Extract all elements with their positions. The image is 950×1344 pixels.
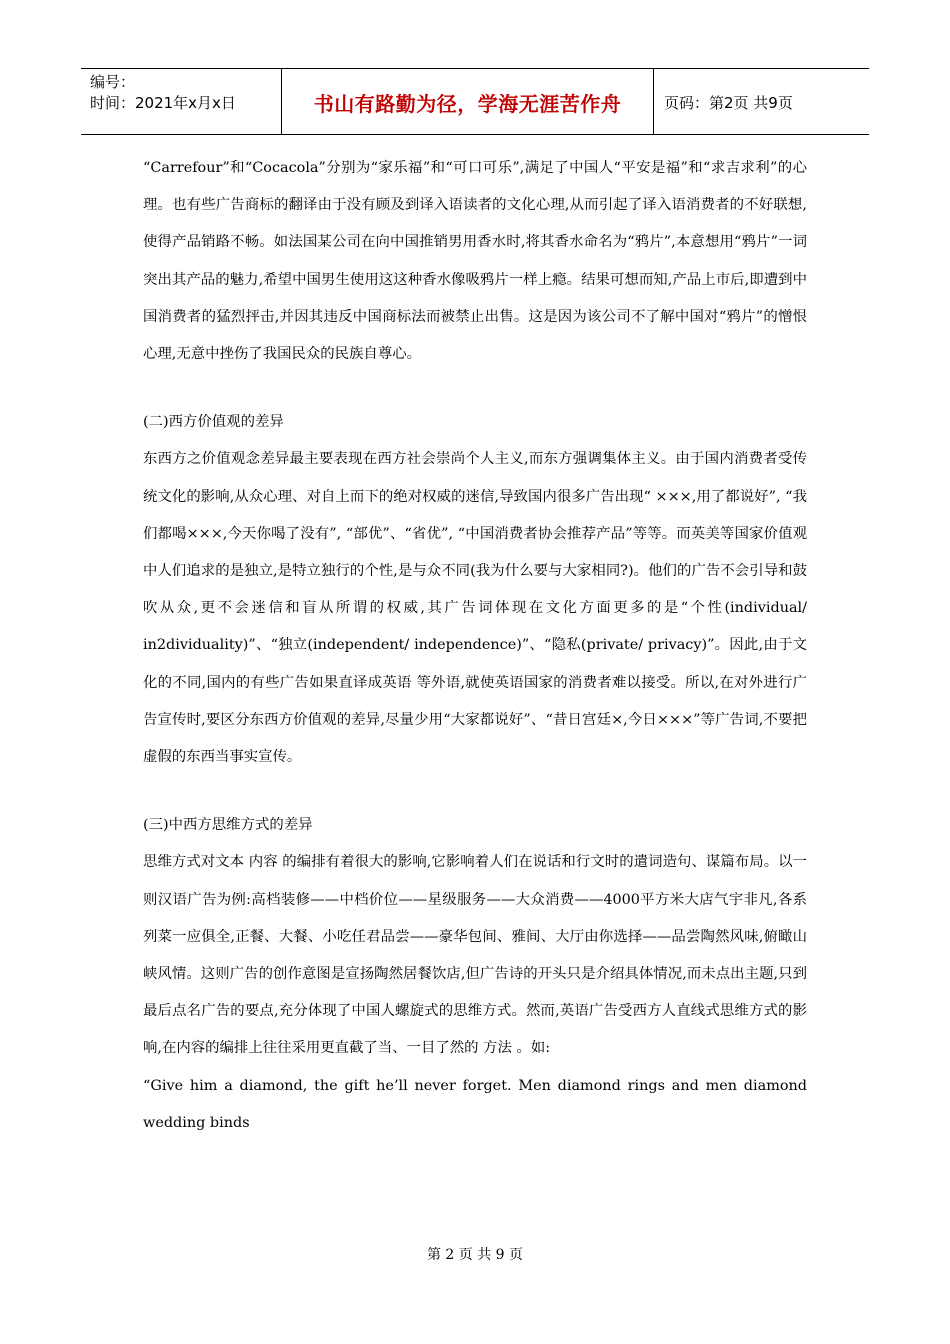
header-meta <box>90 72 236 114</box>
page-footer: 第 2 页 共 9 页 <box>426 1247 524 1263</box>
body-paragraph: 东西方之价值观念差异最主要表现在西方社会崇尚个人主义,而东方强调集体主义。由于国内消费者受传统文化的影响,从众心理、对自上而下的绝对权威的迷信,导致国内很多广告出现“ ×××,用了都说好”, “我们都喝×××,今天你喝了没有”, “部优”、“省优”, “中国消费者协会推荐产品”等等。而英美等国家价值观中人们追求的是独立,是特立独行的个性,是与众不同(我为什么要与大家相同?)。他们的广告不会引导和鼓吹从众,更不会迷信和盲从所谓的权威,其广告词体现在文化方面更多的是“个性(individual/ in2dividuality)”、“独立(independent/ independence)”、“隐私(private/ privacy)”。因此,由于文化的不同,国内的有些广告如果直译成英语 等外语,就使英语国家的消费者难以接受。所以,在对外进行广告宣传时,要区分东西方价值观的差异,尽量少用“大家都说好”、“昔日宫廷×,今日×××”等广告词,不要把虚假的东西当事实宣传。 <box>143 451 807 766</box>
body-paragraph: “Give him a diamond, the gift he’ll never forget. Men diamond rings and men diamond wedding binds <box>143 1077 807 1131</box>
document-number-label: 编号： <box>90 73 136 91</box>
body-paragraph: “Carrefour”和“Cocacola”分别为“家乐福”和“可口可乐”,满足了中国人“平安是福”和“求吉求利”的心理。也有些广告商标的翻译由于没有顾及到译入语读者的文化心理,从而引起了译入语消费者的不好联想,使得产品销路不畅。如法国某公司在向中国推销男用香水时,将其香水命名为“鸦片”,本意想用“鸦片”一词突出其产品的魅力,希望中国男生使用这这种香水像吸鸦片一样上瘾。结果可想而知,产品上市后,即遭到中国消费者的猛烈抨击,并因其违反中国商标法而被禁止出售。这是因为该公司不了解中国对“鸦片”的憎恨心理,无意中挫伤了我国民众的民族自尊心。 <box>143 160 807 363</box>
section-heading: (三)中西方思维方式的差异 <box>143 817 313 834</box>
body-paragraph: 思维方式对文本 内容 的编排有着很大的影响,它影响着人们在说话和行文时的遣词造句、谋篇布局。以一则汉语广告为例:高档装修——中档价位——星级服务——大众消费——4000平方米大店气宇非凡,各系列菜一应俱全,正餐、大餐、小吃任君品尝——豪华包间、雅间、大厅由你选择——品尝陶然风味,俯瞰山峡风情。这则广告的创作意图是宣扬陶然居餐饮店,但广告诗的开头只是介绍具体情况,而未点出主题,只到最后点名广告的要点,充分体现了中国人螺旋式的思维方式。然而,英语广告受西方人直线式思维方式的影响,在内容的编排上往往采用更直截了当、一目了然的 方法 。如: <box>143 854 807 1057</box>
header-motto: 书山有路勤为径，学海无涯苦作舟 <box>313 91 622 116</box>
header-page-indicator: 页码：第2页 共9页 <box>664 93 793 112</box>
header-divider <box>653 69 654 134</box>
section-heading: (二)西方价值观的差异 <box>143 414 284 431</box>
document-time-label: 时间：2021年x月x日 <box>90 94 236 112</box>
page-header <box>81 68 869 135</box>
document-body <box>143 150 807 1142</box>
